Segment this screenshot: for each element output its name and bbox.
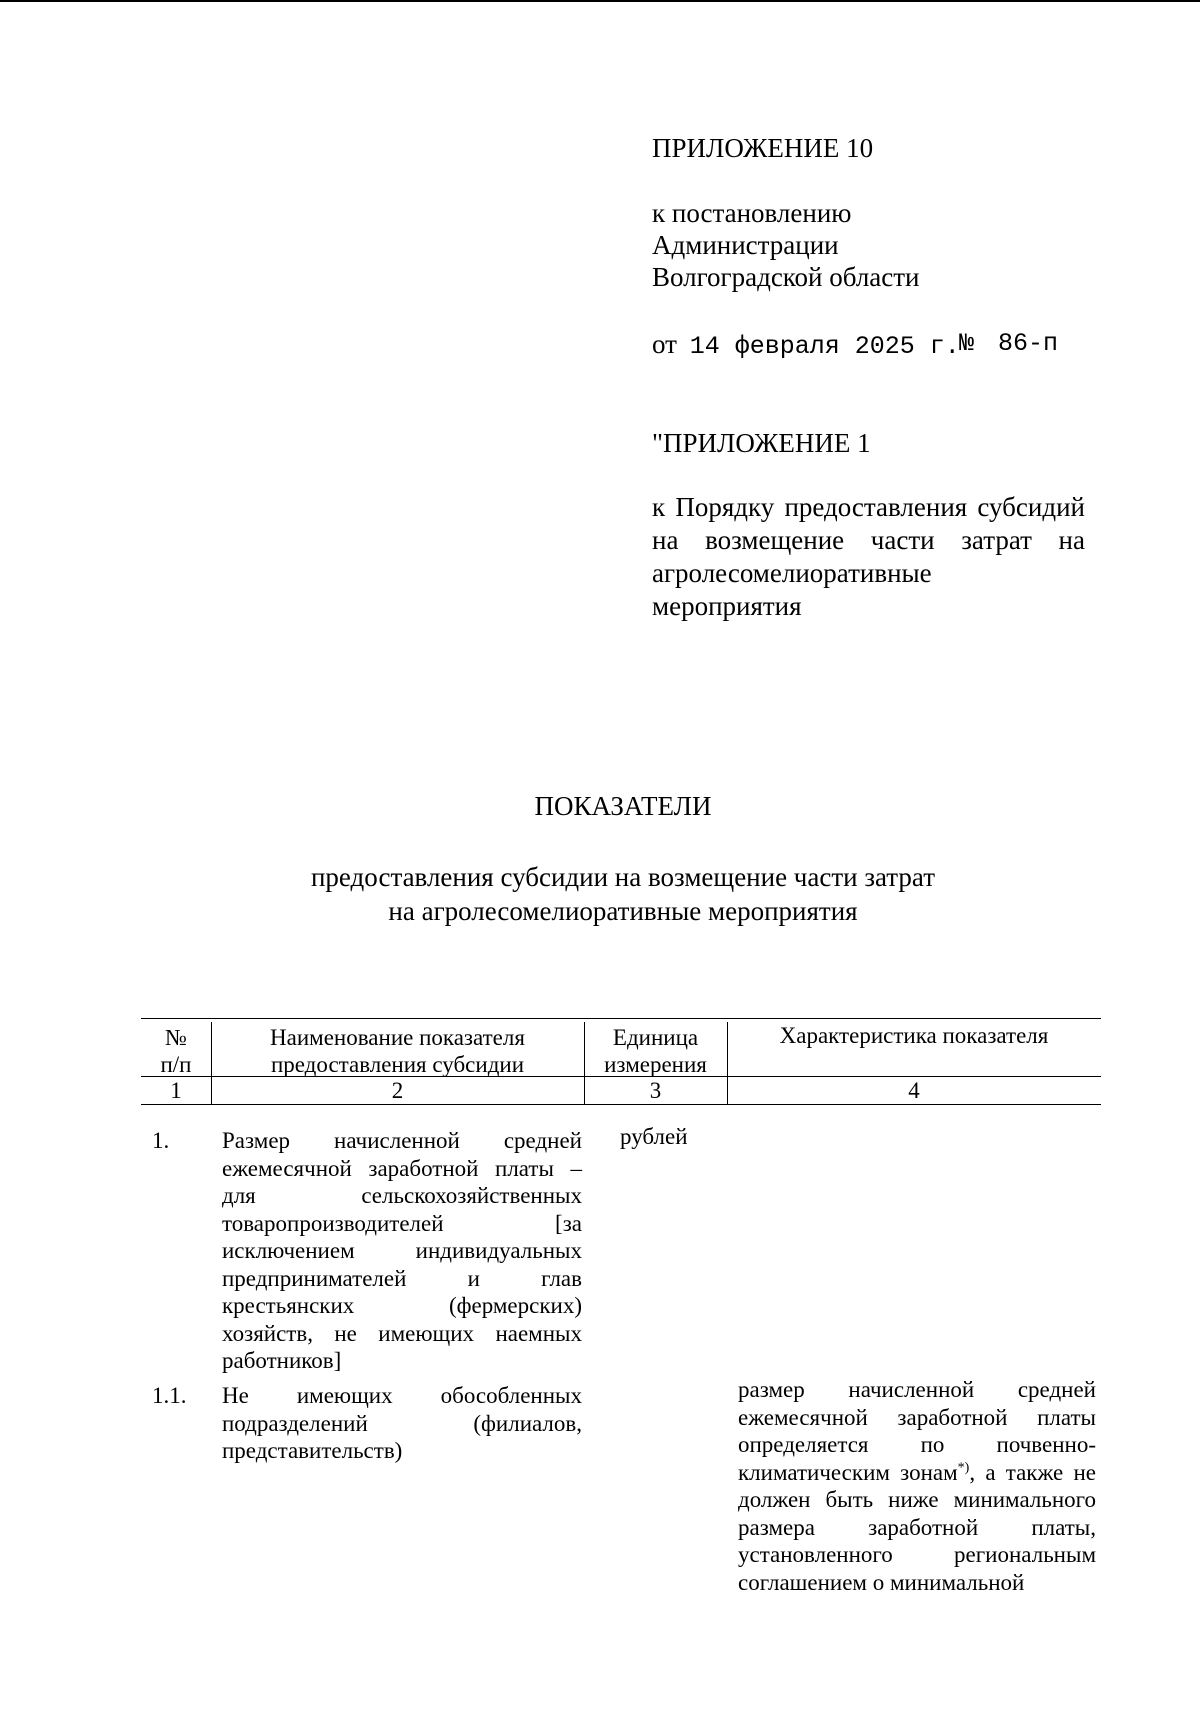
number-value: 86-п: [998, 329, 1059, 358]
row-unit: рублей: [620, 1124, 688, 1149]
column-number: 1: [170, 1078, 182, 1103]
document-title: ПОКАЗАТЕЛИ: [534, 791, 712, 821]
header-text: измерения: [604, 1052, 707, 1077]
document-subtitle: [0, 860, 1200, 928]
decree-line: Администрации: [652, 230, 839, 260]
header-text: Единица: [612, 1025, 699, 1050]
header-text: Характеристика показателя: [779, 1023, 1049, 1048]
page-top-border: [0, 0, 1200, 2]
row-indicator-name: Размер начисленной средней ежемесячной заработной платы – для сельскохозяйственных товаропроизводителей [за исключением индивидуальных предпринимателей и глав крестьянских (фермерских) хозяйств, не имеющих наемных работников]: [222, 1128, 582, 1373]
inner-appendix-title: "ПРИЛОЖЕНИЕ 1: [652, 428, 871, 458]
header-cell-unit: [584, 1024, 727, 1078]
characteristic-text: , а также не должен быть ниже минимального размера заработной платы, установленного региональным соглашением о минимальной: [738, 1459, 1096, 1595]
header-text: п/п: [160, 1052, 192, 1077]
header-text: Наименование показателя: [270, 1025, 525, 1050]
header-text: №: [165, 1025, 187, 1050]
subtitle-line: предоставления субсидии на возмещение части затрат: [310, 862, 936, 892]
subtitle-line: на агролесомелиоративные мероприятия: [388, 896, 858, 926]
decree-date-number: [652, 328, 1072, 363]
decree-reference: [652, 197, 920, 293]
decree-line: к постановлению: [652, 198, 852, 228]
header-cell-number: [141, 1024, 211, 1078]
decree-line: Волгоградской области: [652, 262, 920, 292]
column-number: 4: [908, 1078, 920, 1103]
date-prefix: от: [652, 329, 677, 359]
date-value: 14 февраля 2025 г.: [689, 332, 960, 361]
table-number-row-divider: [141, 1104, 1101, 1105]
header-cell-name: [211, 1024, 584, 1078]
header-cell-characteristic: [727, 1022, 1101, 1049]
row-characteristic: [738, 1376, 1096, 1596]
header-text: предоставления субсидии: [270, 1052, 525, 1077]
column-number: 2: [391, 1078, 404, 1103]
table-top-border: [141, 1018, 1101, 1019]
row-indicator-name: Не имеющих обособленных подразделений (филиалов, представительств): [222, 1383, 582, 1463]
column-number: 3: [649, 1078, 662, 1103]
footnote-marker: *): [957, 1459, 970, 1475]
number-label: №: [959, 329, 975, 358]
appendix-title: ПРИЛОЖЕНИЕ 10: [652, 133, 874, 163]
characteristic-text: размер начисленной средней ежемесячной заработной платы определяется по почвенно-климатическим зонам: [738, 1377, 1096, 1485]
row-number: 1.1.: [152, 1383, 187, 1408]
row-number: 1.: [152, 1128, 170, 1153]
inner-appendix-text: к Порядку предоставления субсидий на возмещение части затрат на агролесомелиоративные мероприятия: [652, 492, 1085, 621]
